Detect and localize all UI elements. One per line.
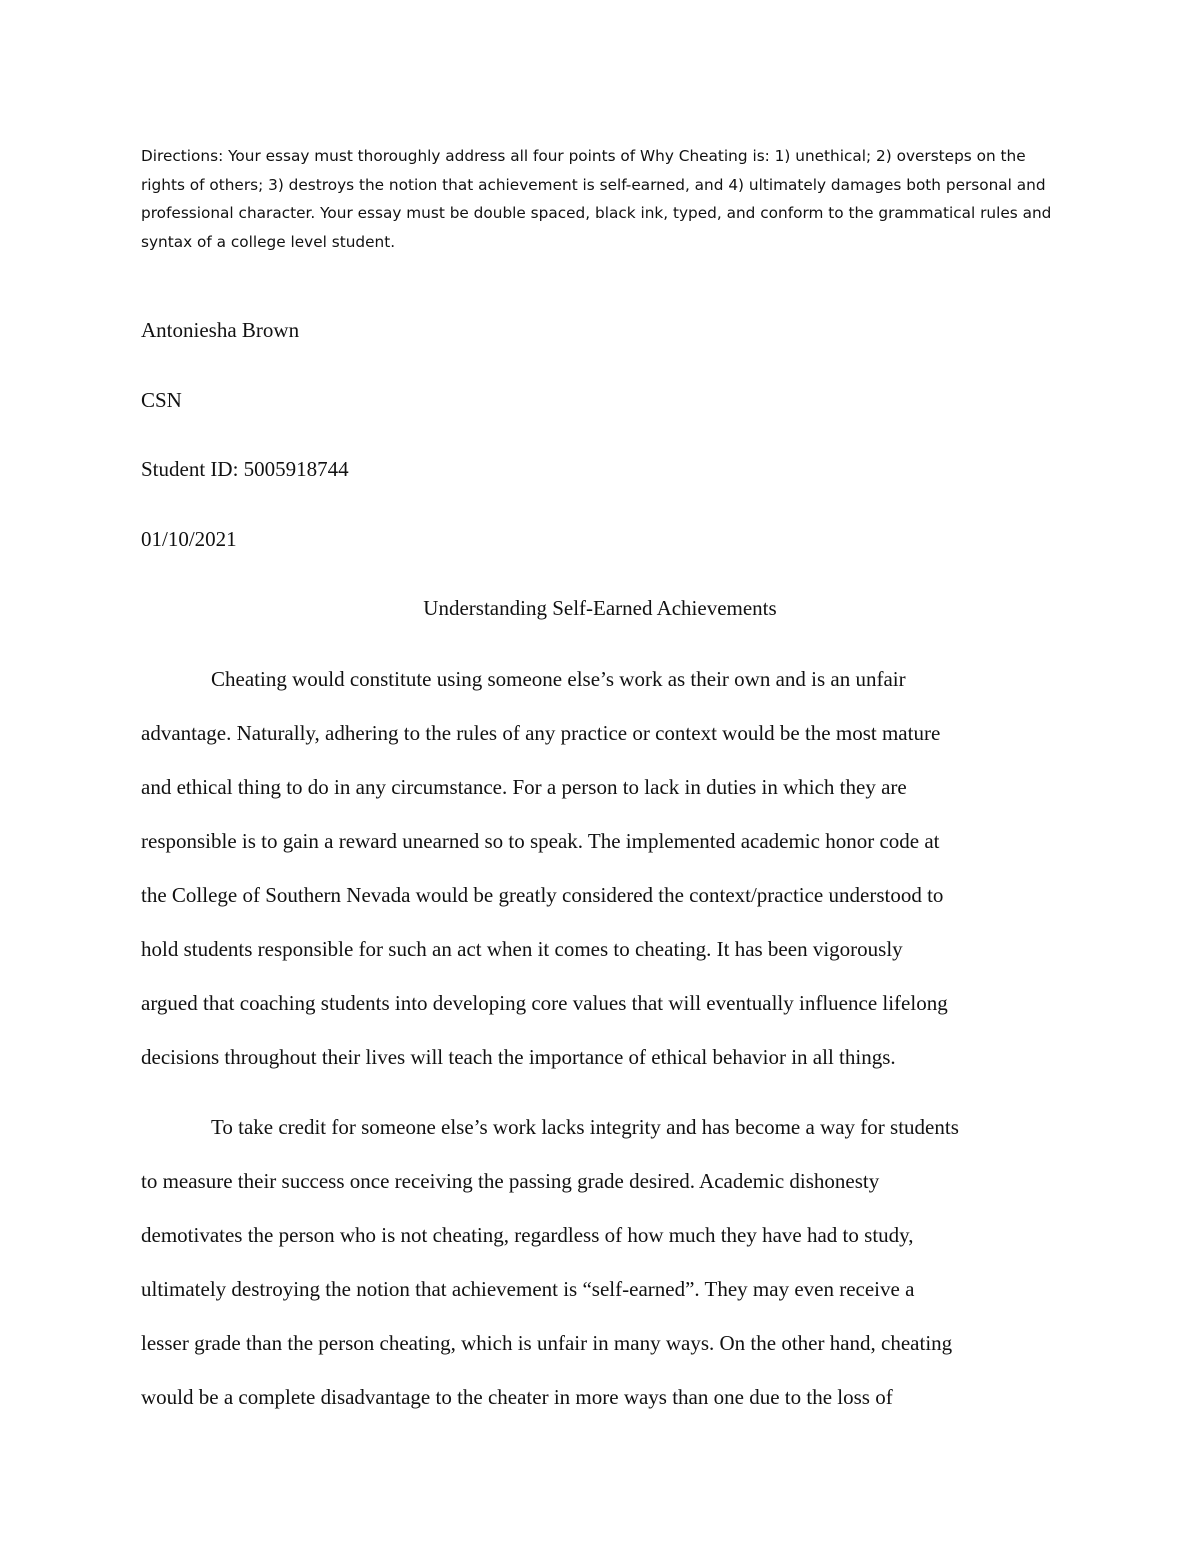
school-name: CSN — [141, 388, 182, 412]
paragraph-2-line: To take credit for someone else’s work lacks integrity and has become a way for students — [211, 1115, 959, 1139]
paragraph-1-line: hold students responsible for such an act when it comes to cheating. It has been vigorously — [141, 937, 903, 961]
essay-date: 01/10/2021 — [141, 527, 237, 551]
paragraph-2-line: demotivates the person who is not cheating, regardless of how much they have had to study, — [141, 1223, 914, 1247]
paragraph-2-line: ultimately destroying the notion that achievement is “self-earned”. They may even receive a — [141, 1277, 915, 1301]
paragraph-2-line: to measure their success once receiving the passing grade desired. Academic dishonesty — [141, 1169, 880, 1193]
paragraph-1-line: decisions throughout their lives will teach the importance of ethical behavior in all things. — [141, 1045, 896, 1069]
paragraph-1-line: and ethical thing to do in any circumstance. For a person to lack in duties in which they are — [141, 775, 907, 799]
paragraph-1-line: responsible is to gain a reward unearned so to speak. The implemented academic honor code at — [141, 829, 940, 853]
paragraph-2-line: would be a complete disadvantage to the cheater in more ways than one due to the loss of — [141, 1385, 893, 1409]
student-id: Student ID: 5005918744 — [141, 457, 349, 481]
paragraph-1-line: Cheating would constitute using someone else’s work as their own and is an unfair — [211, 667, 906, 691]
essay-title: Understanding Self-Earned Achievements — [423, 596, 777, 620]
student-name: Antoniesha Brown — [141, 318, 300, 342]
paragraph-1-line: the College of Southern Nevada would be greatly considered the context/practice understood to — [141, 883, 944, 907]
paragraph-1-line: advantage. Naturally, adhering to the rules of any practice or context would be the most mature — [141, 721, 941, 745]
paragraph-1-line: argued that coaching students into developing core values that will eventually influence lifelong — [141, 991, 948, 1015]
paragraph-2-line: lesser grade than the person cheating, which is unfair in many ways. On the other hand, cheating — [141, 1331, 953, 1355]
directions-text: Directions: Your essay must thoroughly address all four points of Why Cheating is: 1) unethical; 2) oversteps on the rights of others; 3) destroys the notion that achievement is self-earned, and 4) ultimately damages both personal and professional character. Your essay must be double spaced, black ink, typed, and conform to the grammatical rules and syntax of a college level student. — [141, 147, 1052, 251]
